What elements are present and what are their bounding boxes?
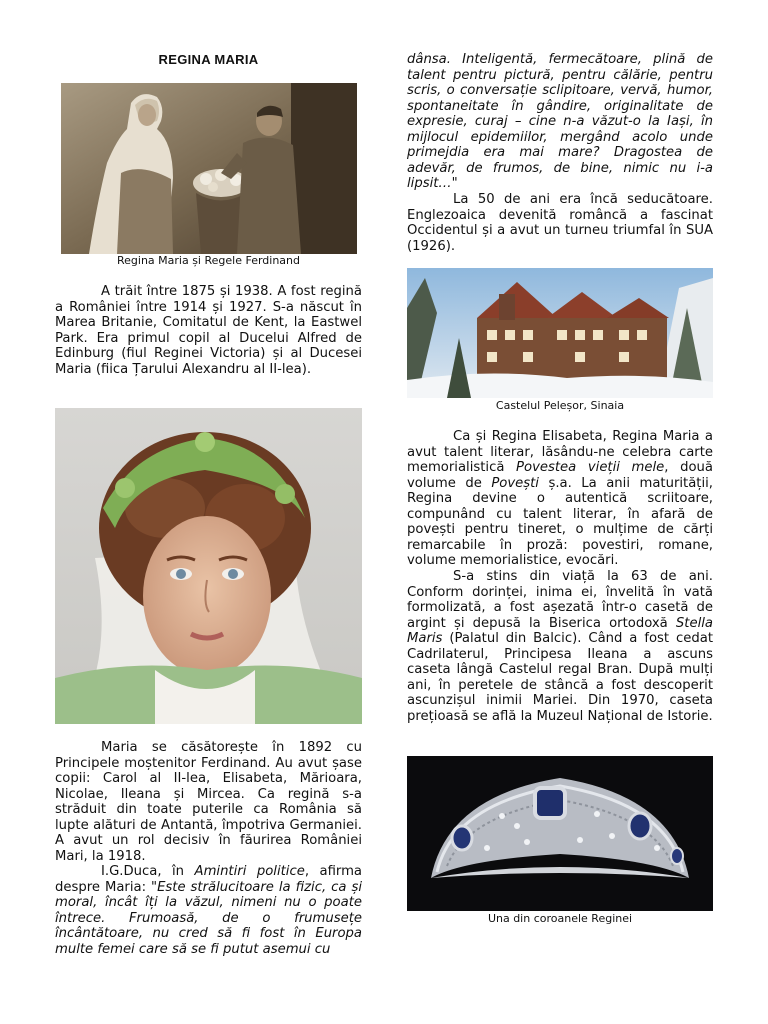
duca-quote-mid: , afirma despre Maria: "	[55, 864, 363, 895]
paragraph-seductive: La 50 de ani era încă seducătoare. Englezoaica devenită româncă a fascinat Occidentul și a avut un turneu triumfal în SUA (1926).	[407, 192, 713, 254]
church-name-stella-maris: Stella Maris	[407, 615, 713, 646]
literary-text-c: ș.a. La anii maturității, Regina devine o autentică scriitoare, compunând cu talent literar, în afară de povești pentru tineret, o mulțime de cărți remarcabile în proză: povestiri, romane, volume memorialistice, evocări.	[407, 475, 713, 568]
photo-queen-and-king	[61, 83, 357, 254]
literary-text-b: , două volume de	[407, 460, 713, 491]
heart-text-b: (Palatul din Balcic). Când a fost cedat Cadrilaterul, Principesa Ileana a ascuns caseta lângă Castelul regal Bran. După mulți ani, în peretele de stâncă a fost descoperit ascunzișul inimii Mariei. Din 1970, caseta prețioasă se află la Muzeul Național de Istorie.	[407, 631, 713, 724]
photo-castle-pelisor	[407, 268, 713, 398]
portrait-queen-maria	[55, 408, 362, 724]
paragraph-duca-quote	[55, 864, 362, 957]
book-title-amintiri-politice: Amintiri politice	[194, 864, 305, 879]
book-title-povestea-vietii-mele: Povestea vieții mele	[516, 460, 665, 475]
heart-text-a: S-a stins din viață la 63 de ani. Conform dorinței, inima ei, învelită în vată formolizată, a fost așezată într-o casetă de argint și depusă la Biserica ortodoxă	[407, 569, 713, 631]
quote-continuation	[407, 52, 713, 192]
paragraph-marriage: Maria se căsătorește în 1892 cu Principele moștenitor Ferdinand. Au avut șase copii: Carol al II-lea, Elisabeta, Mărioara, Nicolae, Ileana și Mircea. Ca regină s-a străduit din toate puterile ca România să lupte alături de Antantă, împotriva Germaniei. A avut un rol decisiv în făurirea României Mari, la 1918.	[55, 740, 362, 864]
literary-text-a: Ca și Regina Elisabeta, Regina Maria a avut talent literar, lăsându-ne celebra carte memorialistică	[407, 429, 713, 475]
quote-continuation-text: dânsa. Inteligentă, fermecătoare, plină de talent pentru pictură, pentru călărie, pentru scris, o conversație sclipitoare, vervă, humor, spontaneitate în gândire, originalitate de expresie, curaj – cine n-a văzut-o la Iași, în mijlocul epidemiilor, mergând acolo unde primejdia era mai mare? Dragostea de adevăr, de frumos, de bine, nimic nu i-a lipsit…	[407, 52, 713, 191]
caption-photo-queen-and-king: Regina Maria și Regele Ferdinand	[116, 254, 300, 267]
paragraph-biography: A trăit între 1875 și 1938. A fost regină a României între 1914 și 1927. S-a născut în Marea Britanie, Comitatul de Kent, la Eastwel Park. Era primul copil al Ducelui Alfred de Edinburg (fiul Reginei Victoria) și al Ducesei Maria (fiica Țarului Alexandru al II-lea).	[55, 284, 362, 377]
caption-royal-crown: Una din coroanele Reginei	[487, 912, 633, 925]
caption-castle-pelisor: Castelul Peleșor, Sinaia	[495, 399, 625, 412]
paragraph-literary-talent	[407, 429, 713, 569]
photo-royal-crown	[407, 756, 713, 911]
paragraph-heart-casket	[407, 569, 713, 724]
page-title: REGINA MARIA	[158, 52, 259, 67]
duca-quote-intro: I.G.Duca, în	[101, 864, 195, 879]
duca-quote-text: Este strălucitoare la fizic, ca și moral, încât îți la văzul, nimeni nu o poate întrece. Frumoasă, de o frumusețe încântătoare, nu cred să fi fost în Europa multe femei care să se fi putut asemui cu	[55, 879, 362, 957]
book-title-povesti: Povești	[491, 475, 539, 491]
quote-end-mark: "	[451, 176, 458, 191]
